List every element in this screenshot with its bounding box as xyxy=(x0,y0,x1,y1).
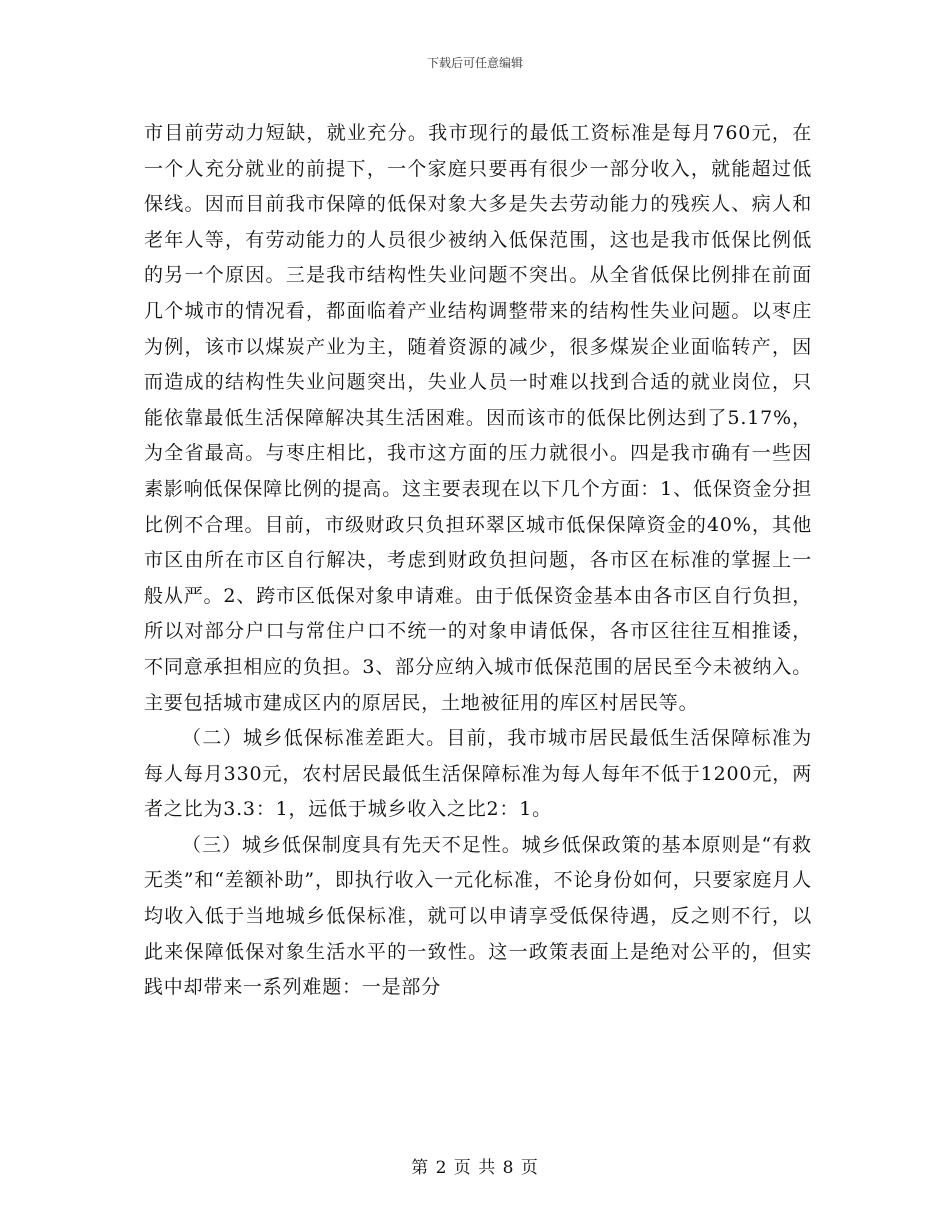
paragraph-section-3: （三）城乡低保制度具有先天不足性。城乡低保政策的基本原则是“有救无类”和“差额补助”，即执行收入一元化标准，不论身份如何，只要家庭月人均收入低于当地城乡低保标准，就可以申请享受低保待遇，反之则不行，以此来保障低保对象生活水平的一致性。这一政策表面上是绝对公平的，但实践中却带来一系列难题：一是部分 xyxy=(144,833,812,999)
document-body xyxy=(144,116,812,1006)
paragraph-continuation: 市目前劳动力短缺，就业充分。我市现行的最低工资标准是每月760元，在一个人充分就业的前提下，一个家庭只要再有很少一部分收入，就能超过低保线。因而目前我市保障的低保对象大多是失去劳动能力的残疾人、病人和老年人等，有劳动能力的人员很少被纳入低保范围，这也是我市低保比例低的另一个原因。三是我市结构性失业问题不突出。从全省低保比例排在前面几个城市的情况看，都面临着产业结构调整带来的结构性失业问题。以枣庄为例，该市以煤炭产业为主，随着资源的减少，很多煤炭企业面临转产，因而造成的结构性失业问题突出，失业人员一时难以找到合适的就业岗位，只能依靠最低生活保障解决其生活困难。因而该市的低保比例达到了5.17%，为全省最高。与枣庄相比，我市这方面的压力就很小。四是我市确有一些因素影响低保保障比例的提高。这主要表现在以下几个方面：1、低保资金分担比例不合理。目前，市级财政只负担环翠区城市低保保障资金的40%，其他市区由所在市区自行解决，考虑到财政负担问题，各市区在标准的掌握上一般从严。2、跨市区低保对象申请难。由于低保资金基本由各市区自行负担，所以对部分户口与常住户口不统一的对象申请低保，各市区往往互相推诿，不同意承担相应的负担。3、部分应纳入城市低保范围的居民至今未被纳入。主要包括城市建成区内的原居民，土地被征用的库区村居民等。 xyxy=(144,122,812,714)
page-header-note: 下载后可任意编辑 xyxy=(426,56,523,70)
paragraph-section-2: （二）城乡低保标准差距大。目前，我市城市居民最低生活保障标准为每人每月330元，农村居民最低生活保障标准为每人每年不低于1200元，两者之比为3.3：1，远低于城乡收入之比2：1。 xyxy=(144,727,812,821)
page-number-footer: 第 2 页 共 8 页 xyxy=(411,1158,539,1178)
